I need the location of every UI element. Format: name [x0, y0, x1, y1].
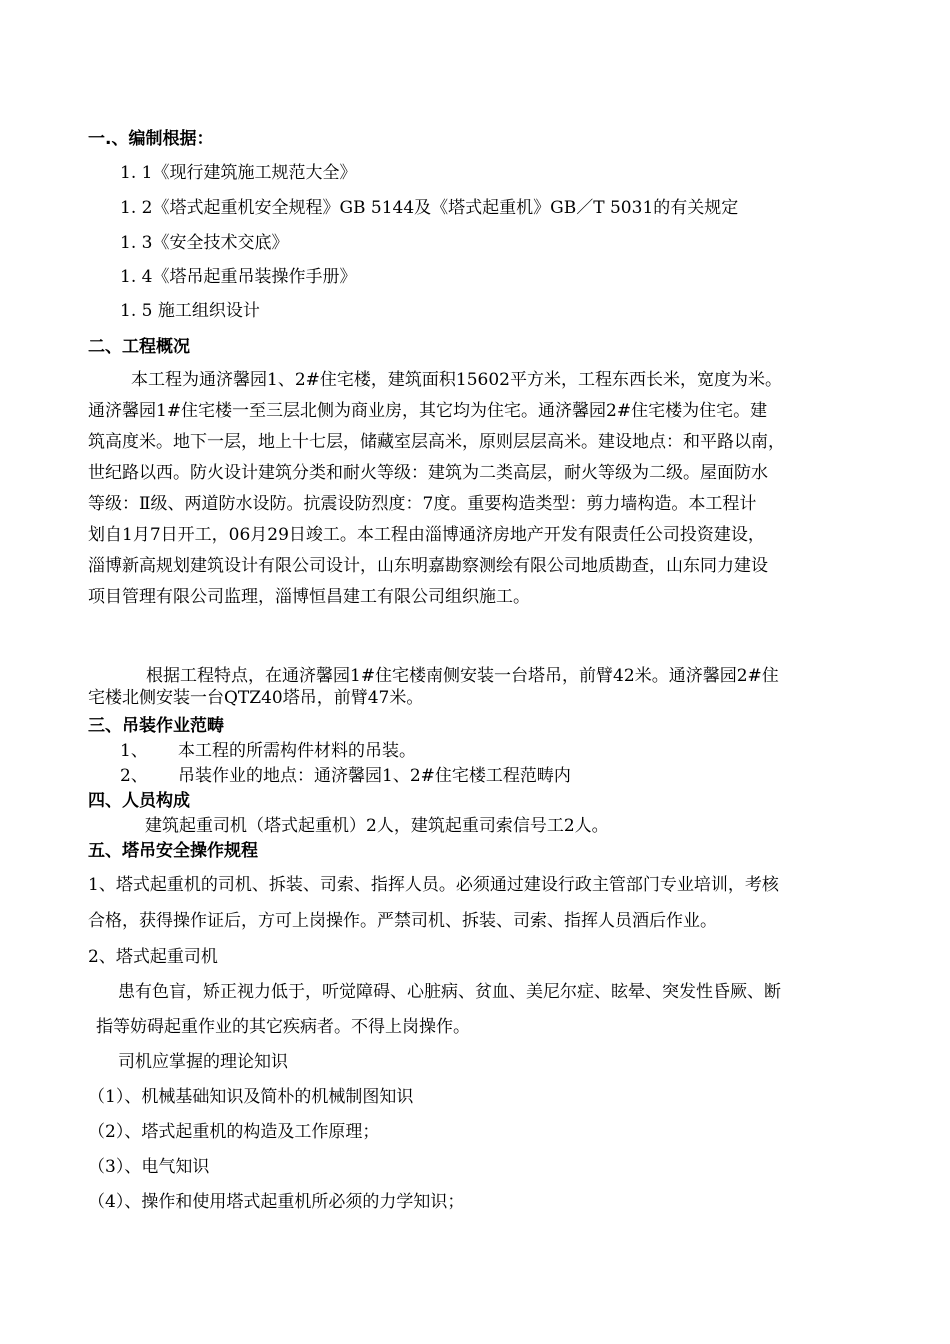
paragraph-line: 指等妨碍起重作业的其它疾病者。不得上岗操作。 [96, 1017, 470, 1037]
tower-crane-paragraph [88, 665, 878, 709]
list-item: （3）、电气知识 [88, 1157, 210, 1177]
section-heading-5: 五、塔吊安全操作规程 [88, 841, 258, 861]
paragraph-line: 合格，获得操作证后，方可上岗操作。严禁司机、拆装、司索、指挥人员酒后作业。 [88, 911, 717, 931]
list-item: 1. 5 施工组织设计 [120, 301, 260, 321]
list-item: 1. 2《塔式起重机安全规程》GB 5144及《塔式起重机》GB／T 5031的有关规定 [120, 198, 739, 218]
paragraph-line: 世纪路以西。防火设计建筑分类和耐火等级：建筑为二类高层，耐火等级为二级。屋面防水 [88, 463, 768, 483]
paragraph-line: 2、塔式起重司机 [88, 947, 218, 967]
paragraph-line: 宅楼北侧安装一台QTZ40塔吊，前臂47米。 [88, 688, 424, 708]
list-item-number: 2、 [120, 766, 148, 786]
paragraph-line: 根据工程特点，在通济馨园1#住宅楼南侧安装一台塔吊，前臂42米。通济馨园2#住 [146, 666, 779, 686]
paragraph-line: 项目管理有限公司监理，淄博恒昌建工有限公司组织施工。 [88, 587, 530, 607]
section-heading-4: 四、人员构成 [88, 791, 190, 811]
list-item: 本工程的所需构件材料的吊装。 [178, 741, 416, 761]
paragraph-line: 通济馨园1#住宅楼一至三层北侧为商业房，其它均为住宅。通济馨园2#住宅楼为住宅。建 [88, 401, 768, 421]
paragraph-line: 司机应掌握的理论知识 [118, 1052, 288, 1072]
section-heading-3: 三、吊装作业范畴 [88, 716, 224, 736]
paragraph-line: 划自1月7日开工，06月29日竣工。本工程由淄博通济房地产开发有限责任公司投资建设， [88, 525, 765, 545]
project-overview-paragraph [88, 365, 878, 613]
list-item: 1. 4《塔吊起重吊装操作手册》 [120, 267, 357, 287]
list-item: （1）、机械基础知识及简朴的机械制图知识 [88, 1087, 414, 1107]
list-item: 吊装作业的地点：通济馨园1、2#住宅楼工程范畴内 [178, 766, 571, 786]
paragraph-line: 本工程为通济馨园1、2#住宅楼，建筑面积15602平方米，工程东西长米，宽度为米。 [131, 370, 782, 390]
list-item: 1. 1《现行建筑施工规范大全》 [120, 163, 357, 183]
paragraph-line: 淄博新高规划建筑设计有限公司设计，山东明嘉勘察测绘有限公司地质勘查，山东同力建设 [88, 556, 768, 576]
list-item: （2）、塔式起重机的构造及工作原理； [88, 1122, 380, 1142]
list-item: 1. 3《安全技术交底》 [120, 233, 289, 253]
paragraph-line: 1、塔式起重机的司机、拆装、司索、指挥人员。必须通过建设行政主管部门专业培训，考核 [88, 875, 779, 895]
list-item: （4）、操作和使用塔式起重机所必须的力学知识； [88, 1192, 465, 1212]
paragraph-line: 等级：Ⅱ级、两道防水设防。抗震设防烈度：7度。重要构造类型：剪力墙构造。本工程计 [88, 494, 757, 514]
section-heading-1: 一.、编制根据： [88, 129, 214, 149]
paragraph-line: 筑高度米。地下一层，地上十七层，储藏室层高米，原则层层高米。建设地点：和平路以南， [88, 432, 785, 452]
paragraph-line: 患有色盲，矫正视力低于，听觉障碍、心脏病、贫血、美尼尔症、眩晕、突发性昏厥、断 [118, 982, 781, 1002]
section-heading-2: 二、工程概况 [88, 337, 190, 357]
personnel-text: 建筑起重司机（塔式起重机）2人，建筑起重司索信号工2人。 [145, 816, 609, 836]
list-item-number: 1、 [120, 741, 148, 761]
